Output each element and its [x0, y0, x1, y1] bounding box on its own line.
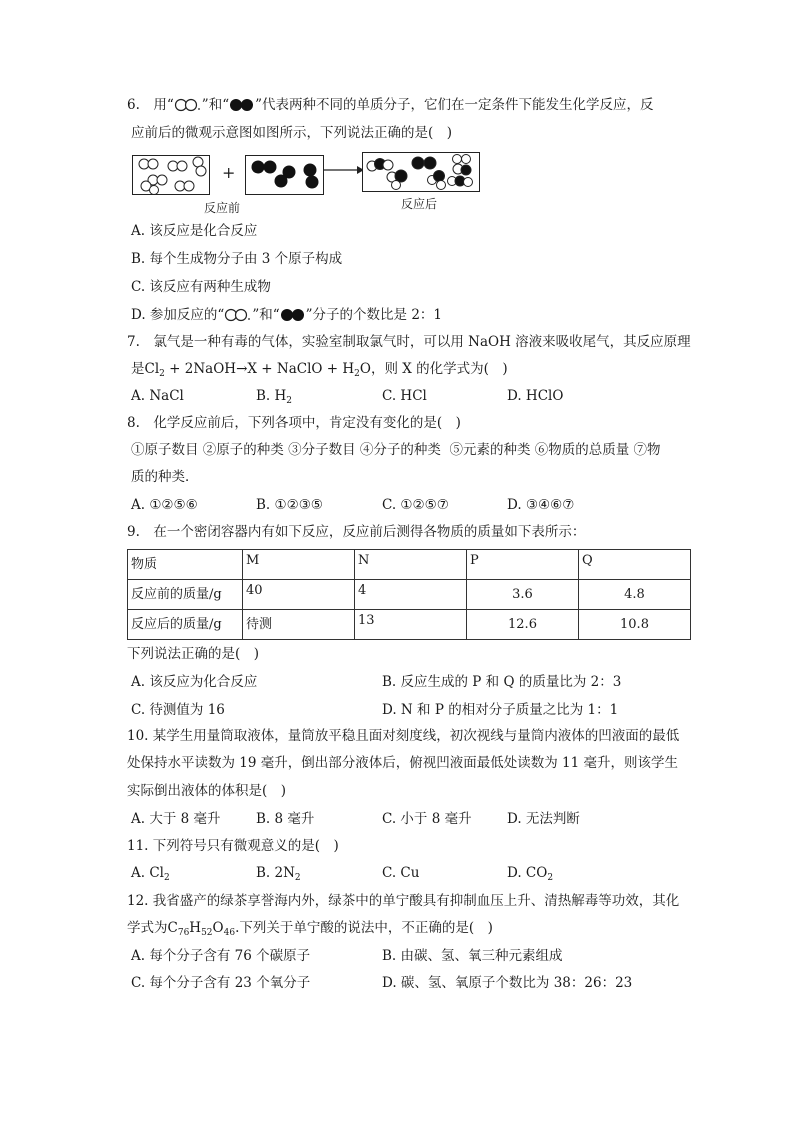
plus-sign: +	[222, 163, 236, 182]
q7-option-d: D. HClO	[507, 388, 564, 404]
q9-option-a: A. 该反应为化合反应	[131, 674, 258, 690]
white-molecule-icon	[174, 98, 202, 112]
q12-option-d: D. 碳、氢、氧原子个数比为 38：26：23	[382, 975, 633, 991]
table-header-cell: M	[243, 550, 355, 580]
q10-option-b: B. 8 毫升	[256, 811, 315, 827]
q6-option-d-text: D. 参加反应的“	[131, 307, 225, 323]
black-molecules-group	[245, 155, 324, 195]
q6-stem-text: ”和“	[201, 97, 230, 113]
q6-stem-text: 6. 用“	[127, 97, 174, 113]
table-cell: 12.6	[467, 610, 579, 640]
q11-stem: 11. 下列符号只有微观意义的是( )	[127, 838, 339, 854]
q11-option-d: D. $CO_2$	[507, 865, 554, 883]
q8-items-line1: ①原子数目 ②原子的种类 ③分子数目 ④分子的种类 ⑤元素的种类 ⑥物质的总质量 ⑦物	[131, 442, 661, 458]
black-molecules-box	[245, 155, 324, 195]
reaction-arrow-icon	[324, 164, 364, 176]
table-header-row	[128, 550, 691, 580]
q11-option-a: A. $Cl_2$	[131, 865, 170, 883]
table-header-cell: Q	[579, 550, 691, 580]
q8-option-d: D. ③④⑥⑦	[507, 497, 575, 513]
caption-before: 反应前	[204, 201, 241, 215]
product-molecules-group	[362, 152, 480, 192]
before-reaction-box	[132, 155, 210, 195]
q9-option-c: C. 待测值为 16	[131, 702, 225, 718]
q7-option-c: C. HCl	[382, 388, 427, 404]
q8-option-b: B. ①②③⑤	[256, 497, 323, 513]
table-cell: 4	[355, 580, 467, 610]
q10-option-d: D. 无法判断	[507, 811, 580, 827]
table-cell: 10.8	[579, 610, 691, 640]
q11-option-c: C. Cu	[382, 865, 420, 881]
table-cell: 40	[243, 580, 355, 610]
q6-option-d-text: ”分子的个数比是 2：1	[305, 307, 443, 323]
q9-option-d: D. N 和 P 的相对分子质量之比为 1：1	[382, 702, 619, 718]
q12-option-c: C. 每个分子含有 23 个氧分子	[131, 975, 311, 991]
table-header-cell: N	[355, 550, 467, 580]
table-row	[128, 580, 691, 610]
table-cell: 反应前的质量/g	[128, 580, 243, 610]
q10-option-a: A. 大于 8 毫升	[131, 811, 221, 827]
caption-after: 反应后	[401, 197, 438, 211]
black-molecule-icon	[229, 98, 255, 112]
q12-option-a: A. 每个分子含有 76 个碳原子	[131, 948, 311, 964]
table-cell: 待测	[243, 610, 355, 640]
mass-table	[127, 549, 691, 640]
q8-option-a: A. ①②⑤⑥	[131, 497, 198, 513]
q11-option-b: B. $2N_2$	[256, 865, 301, 883]
q7-option-a: A. NaCl	[131, 388, 184, 404]
q7-stem-line1: 7. 氯气是一种有毒的气体，实验室制取氯气时，可以用 NaOH 溶液来吸收尾气，其反应原理	[127, 334, 691, 350]
q6-option-c: C. 该反应有两种生成物	[131, 279, 271, 295]
table-header-cell: P	[467, 550, 579, 580]
q8-stem: 8. 化学反应前后，下列各项中，肯定没有变化的是( )	[127, 415, 461, 431]
after-reaction-box	[362, 152, 480, 192]
q8-option-c: C. ①②⑤⑦	[382, 497, 449, 513]
q10-stem-line3: 实际倒出液体的体积是( )	[127, 783, 287, 799]
q9-after-table: 下列说法正确的是( )	[127, 646, 260, 662]
q12-stem-line1: 12. 我省盛产的绿茶享誉海内外，绿茶中的单宁酸具有抑制血压上升、清热解毒等功效，其化	[127, 893, 680, 909]
q10-option-c: C. 小于 8 毫升	[382, 811, 472, 827]
q10-stem-line2: 处保持水平读数为 19 毫升，倒出部分液体后，俯视凹液面最低处读数为 11 毫升，则该学生	[127, 755, 679, 771]
q6-option-d	[131, 306, 442, 324]
white-molecules-group	[132, 155, 210, 195]
q9-option-b: B. 反应生成的 P 和 Q 的质量比为 2：3	[382, 674, 622, 690]
q6-stem-line1	[127, 96, 654, 114]
table-row	[128, 610, 691, 640]
q6-stem-line2: 应前后的微观示意图如图所示，下列说法正确的是( )	[131, 125, 453, 141]
table-cell: 13	[355, 610, 467, 640]
q7-option-b: B. $H_2$	[256, 388, 293, 406]
q6-option-d-text: ”和“	[252, 307, 280, 323]
q7-stem-line2: 是$Cl_2$ + 2NaOH→X + NaClO + $H_2O$，则 X 的化学式为( )	[131, 361, 508, 379]
q9-stem: 9. 在一个密闭容器内有如下反应，反应前后测得各物质的质量如下表所示：	[127, 524, 586, 540]
q12-option-b: B. 由碳、氢、氧三种元素组成	[382, 948, 563, 964]
q8-items-line2: 质的种类．	[131, 469, 199, 485]
q6-option-a: A. 该反应是化合反应	[131, 223, 258, 239]
white-molecule-icon	[224, 308, 252, 322]
table-cell: 反应后的质量/g	[128, 610, 243, 640]
table-header-cell: 物质	[128, 550, 243, 580]
black-molecule-icon	[280, 308, 306, 322]
q10-stem-line1: 10. 某学生用量筒取液体，量筒放平稳且面对刻度线，初次视线与量筒内液体的凹液面的最低	[127, 728, 680, 744]
table-cell: 3.6	[467, 580, 579, 610]
table-cell: 4.8	[579, 580, 691, 610]
q6-option-b: B. 每个生成物分子由 3 个原子构成	[131, 251, 343, 267]
q12-stem-line2: 学式为$C_{76}H_{52}O_{46}$.下列关于单宁酸的说法中，不正确的是( )	[127, 920, 493, 938]
q6-stem-text: ”代表两种不同的单质分子，它们在一定条件下能发生化学反应，反	[255, 97, 654, 113]
